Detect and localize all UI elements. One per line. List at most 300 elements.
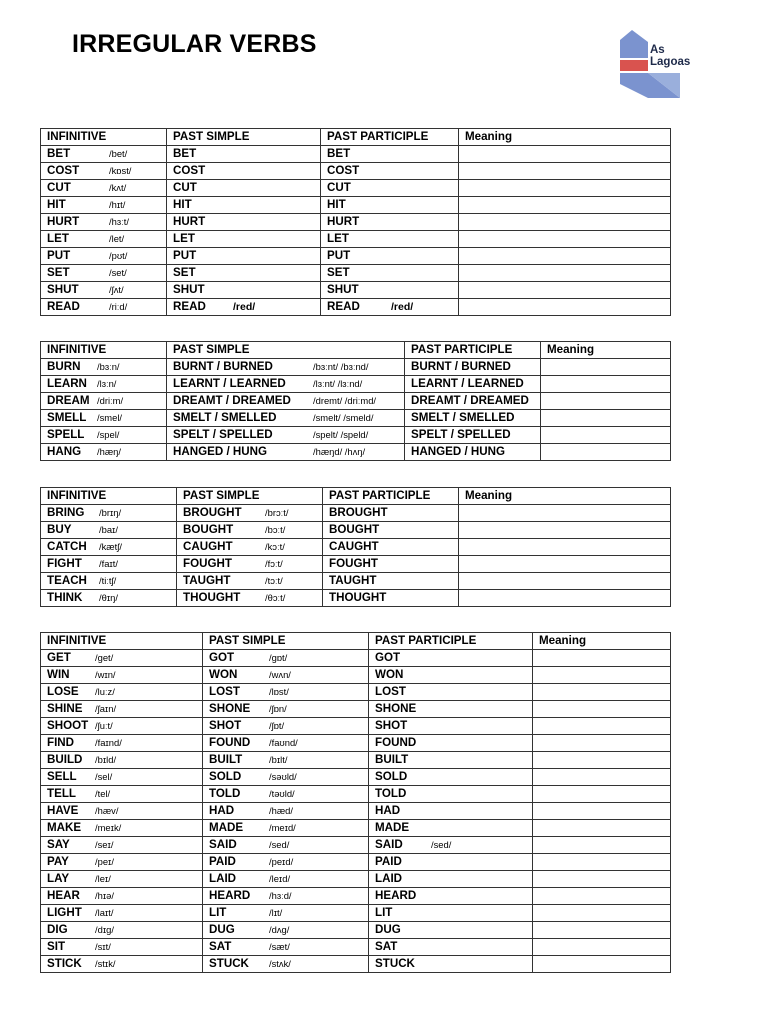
past-simple-phonetic: /hæd/: [269, 805, 293, 816]
past-simple-word: LOST: [209, 685, 240, 698]
past-simple-cell: [167, 376, 405, 393]
table-row: [41, 393, 671, 410]
past-participle-cell: [369, 854, 533, 871]
past-participle-word: SPELT / SPELLED: [411, 428, 511, 441]
past-simple-phonetic: /dremt/ /driːmd/: [313, 395, 377, 406]
past-simple-word: HAD: [209, 804, 235, 817]
infinitive-phonetic: /lɜːn/: [97, 378, 117, 389]
table-row: [41, 539, 671, 556]
infinitive-phonetic: /bɪld/: [95, 754, 117, 765]
infinitive-word: SHUT: [47, 283, 79, 296]
infinitive-word: DREAM: [47, 394, 90, 407]
table-row: [41, 180, 671, 197]
past-simple-phonetic: /lɪt/: [269, 907, 283, 918]
past-simple-cell: [167, 359, 405, 376]
table-row: [41, 410, 671, 427]
past-participle-cell: [321, 282, 459, 299]
past-participle-cell: [369, 956, 533, 973]
infinitive-phonetic: /baɪ/: [99, 524, 118, 535]
table-row: [41, 359, 671, 376]
table-row: [41, 718, 671, 735]
past-simple-cell: [167, 444, 405, 461]
infinitive-phonetic: /spel/: [97, 429, 120, 440]
infinitive-cell: [41, 590, 177, 607]
past-participle-word: READ: [327, 300, 360, 313]
past-simple-word: COST: [173, 164, 206, 177]
past-simple-cell: [203, 701, 369, 718]
past-simple-phonetic: /lɜːnt/ /lɜːnd/: [313, 378, 363, 389]
past-participle-word: SOLD: [375, 770, 408, 783]
past-simple-phonetic: /brɔːt/: [265, 507, 289, 518]
past-participle-cell: [405, 427, 541, 444]
meaning-cell: [459, 163, 671, 180]
infinitive-cell: [41, 556, 177, 573]
meaning-cell: [533, 752, 671, 769]
verb-table-2: [40, 341, 671, 461]
infinitive-phonetic: /ʃʌt/: [109, 284, 124, 295]
verb-table-1: [40, 128, 671, 316]
past-simple-word: SMELT / SMELLED: [173, 411, 277, 424]
past-participle-word: BURNT / BURNED: [411, 360, 511, 373]
meaning-cell: [459, 265, 671, 282]
past-simple-word: TAUGHT: [183, 574, 231, 587]
meaning-cell: [533, 956, 671, 973]
infinitive-cell: [41, 735, 203, 752]
header-infinitive: INFINITIVE: [41, 129, 167, 146]
infinitive-cell: [41, 837, 203, 854]
infinitive-phonetic: /seɪ/: [95, 839, 114, 850]
infinitive-phonetic: /driːm/: [97, 395, 124, 406]
header-infinitive: INFINITIVE: [41, 633, 203, 650]
past-participle-word: PUT: [327, 249, 351, 262]
meaning-cell: [459, 573, 671, 590]
past-participle-word: TAUGHT: [329, 574, 377, 587]
logo-text-line1: As: [650, 44, 665, 56]
past-participle-word: HANGED / HUNG: [411, 445, 506, 458]
past-participle-cell: [405, 444, 541, 461]
infinitive-word: SET: [47, 266, 70, 279]
infinitive-phonetic: /wɪn/: [95, 669, 116, 680]
past-simple-word: TOLD: [209, 787, 241, 800]
past-simple-word: CUT: [173, 181, 197, 194]
infinitive-cell: [41, 667, 203, 684]
infinitive-phonetic: /stɪk/: [95, 958, 116, 969]
infinitive-word: TELL: [47, 787, 76, 800]
meaning-cell: [533, 786, 671, 803]
past-participle-word: SHOT: [375, 719, 408, 732]
infinitive-word: LAY: [47, 872, 70, 885]
infinitive-cell: [41, 444, 167, 461]
table-row: [41, 522, 671, 539]
meaning-cell: [533, 922, 671, 939]
past-participle-cell: [321, 214, 459, 231]
infinitive-word: SHINE: [47, 702, 83, 715]
past-simple-word: DREAMT / DREAMED: [173, 394, 291, 407]
table-row: [41, 667, 671, 684]
past-participle-word: LET: [327, 232, 349, 245]
past-simple-word: SPELT / SPELLED: [173, 428, 273, 441]
past-participle-word: PAID: [375, 855, 402, 868]
header-meaning: Meaning: [459, 488, 671, 505]
past-participle-word: THOUGHT: [329, 591, 387, 604]
infinitive-word: COST: [47, 164, 80, 177]
header-infinitive: INFINITIVE: [41, 488, 177, 505]
header-past-simple: PAST SIMPLE: [203, 633, 369, 650]
past-simple-cell: [167, 282, 321, 299]
table-row: [41, 956, 671, 973]
past-simple-word: HEARD: [209, 889, 251, 902]
meaning-cell: [533, 735, 671, 752]
past-simple-phonetic: /peɪd/: [269, 856, 294, 867]
past-participle-word: HAD: [375, 804, 401, 817]
past-participle-cell: [323, 556, 459, 573]
past-simple-cell: [167, 163, 321, 180]
past-simple-word: PAID: [209, 855, 236, 868]
past-participle-cell: [369, 803, 533, 820]
table-row: [41, 265, 671, 282]
table-row: [41, 905, 671, 922]
past-simple-phonetic: /gɒt/: [269, 652, 288, 663]
past-simple-cell: [203, 667, 369, 684]
infinitive-cell: [41, 146, 167, 163]
past-simple-cell: [167, 299, 321, 316]
infinitive-phonetic: /set/: [109, 267, 127, 278]
infinitive-word: SPELL: [47, 428, 85, 441]
past-participle-cell: [321, 248, 459, 265]
table-row: [41, 248, 671, 265]
infinitive-word: HAVE: [47, 804, 79, 817]
past-simple-word: SAID: [209, 838, 237, 851]
infinitive-word: SAY: [47, 838, 70, 851]
infinitive-word: BUY: [47, 523, 72, 536]
past-simple-cell: [203, 786, 369, 803]
infinitive-phonetic: /faɪt/: [99, 558, 118, 569]
infinitive-cell: [41, 701, 203, 718]
past-simple-word: SHONE: [209, 702, 251, 715]
past-participle-cell: [321, 146, 459, 163]
meaning-cell: [459, 505, 671, 522]
table-row: [41, 752, 671, 769]
infinitive-phonetic: /kɒst/: [109, 165, 132, 176]
past-simple-cell: [203, 939, 369, 956]
header-meaning: Meaning: [541, 342, 671, 359]
table-row: [41, 701, 671, 718]
past-participle-cell: [321, 180, 459, 197]
past-simple-cell: [203, 871, 369, 888]
infinitive-word: WIN: [47, 668, 70, 681]
meaning-cell: [459, 590, 671, 607]
past-participle-cell: [321, 299, 459, 316]
past-participle-cell: [321, 163, 459, 180]
past-participle-cell: [369, 735, 533, 752]
past-simple-cell: [203, 888, 369, 905]
past-simple-cell: [167, 393, 405, 410]
past-simple-cell: [167, 231, 321, 248]
past-participle-cell: [321, 265, 459, 282]
meaning-cell: [533, 888, 671, 905]
past-simple-cell: [203, 684, 369, 701]
infinitive-phonetic: /bɜːn/: [97, 361, 120, 372]
infinitive-word: FIGHT: [47, 557, 82, 570]
past-participle-word: LIT: [375, 906, 393, 919]
past-participle-word: WON: [375, 668, 404, 681]
infinitive-phonetic: /hɜːt/: [109, 216, 129, 227]
infinitive-word: SMELL: [47, 411, 87, 424]
past-simple-word: LIT: [209, 906, 227, 919]
infinitive-cell: [41, 522, 177, 539]
infinitive-word: LEARN: [47, 377, 87, 390]
table-row: [41, 573, 671, 590]
past-simple-word: FOUGHT: [183, 557, 232, 570]
infinitive-cell: [41, 905, 203, 922]
past-participle-word: BET: [327, 147, 351, 160]
past-participle-cell: [369, 820, 533, 837]
table-row: [41, 197, 671, 214]
past-simple-cell: [167, 265, 321, 282]
meaning-cell: [533, 803, 671, 820]
infinitive-phonetic: /pʊt/: [109, 250, 128, 261]
past-simple-cell: [203, 837, 369, 854]
past-simple-phonetic: /səʊld/: [269, 771, 297, 782]
past-participle-word: HEARD: [375, 889, 417, 902]
infinitive-word: PUT: [47, 249, 71, 262]
past-simple-cell: [167, 197, 321, 214]
past-participle-cell: [369, 871, 533, 888]
past-participle-word: LEARNT / LEARNED: [411, 377, 524, 390]
meaning-cell: [541, 427, 671, 444]
meaning-cell: [533, 854, 671, 871]
past-participle-word: FOUGHT: [329, 557, 378, 570]
past-participle-word: SMELT / SMELLED: [411, 411, 515, 424]
infinitive-phonetic: /ʃuːt/: [95, 720, 113, 731]
header-past-simple: PAST SIMPLE: [167, 342, 405, 359]
infinitive-cell: [41, 359, 167, 376]
infinitive-word: GET: [47, 651, 71, 664]
infinitive-cell: [41, 265, 167, 282]
infinitive-cell: [41, 180, 167, 197]
meaning-cell: [533, 684, 671, 701]
infinitive-cell: [41, 854, 203, 871]
past-participle-word: SAID: [375, 838, 403, 851]
header-past-participle: PAST PARTICIPLE: [323, 488, 459, 505]
past-participle-word: HIT: [327, 198, 346, 211]
past-participle-word: BOUGHT: [329, 523, 380, 536]
infinitive-phonetic: /leɪ/: [95, 873, 111, 884]
meaning-cell: [459, 197, 671, 214]
header-past-simple: PAST SIMPLE: [167, 129, 321, 146]
header-past-participle: PAST PARTICIPLE: [321, 129, 459, 146]
past-simple-word: SOLD: [209, 770, 242, 783]
past-participle-word: MADE: [375, 821, 410, 834]
infinitive-word: PAY: [47, 855, 69, 868]
infinitive-cell: [41, 888, 203, 905]
meaning-cell: [533, 667, 671, 684]
header-past-participle: PAST PARTICIPLE: [369, 633, 533, 650]
past-participle-word: GOT: [375, 651, 401, 664]
infinitive-word: SIT: [47, 940, 66, 953]
past-participle-word: SAT: [375, 940, 398, 953]
meaning-cell: [459, 231, 671, 248]
past-simple-word: THOUGHT: [183, 591, 241, 604]
logo-text: [650, 44, 690, 68]
past-simple-word: BET: [173, 147, 197, 160]
infinitive-phonetic: /sɪt/: [95, 941, 111, 952]
past-simple-cell: [203, 752, 369, 769]
infinitive-cell: [41, 393, 167, 410]
past-simple-cell: [203, 905, 369, 922]
table-row: [41, 735, 671, 752]
past-participle-word: LOST: [375, 685, 406, 698]
table-row: [41, 556, 671, 573]
infinitive-word: BET: [47, 147, 71, 160]
infinitive-cell: [41, 752, 203, 769]
past-simple-cell: [177, 539, 323, 556]
past-participle-cell: [369, 888, 533, 905]
past-simple-word: BURNT / BURNED: [173, 360, 273, 373]
infinitive-phonetic: /dɪg/: [95, 924, 114, 935]
past-simple-phonetic: /θɔːt/: [265, 592, 286, 603]
infinitive-cell: [41, 803, 203, 820]
past-simple-word: HURT: [173, 215, 206, 228]
past-participle-cell: [405, 410, 541, 427]
past-simple-cell: [177, 522, 323, 539]
infinitive-word: CUT: [47, 181, 71, 194]
past-simple-phonetic: /sed/: [269, 839, 290, 850]
infinitive-phonetic: /laɪt/: [95, 907, 114, 918]
past-simple-phonetic: /smelt/ /smeld/: [313, 412, 374, 423]
meaning-cell: [459, 180, 671, 197]
past-simple-cell: [177, 573, 323, 590]
past-participle-cell: [369, 939, 533, 956]
past-simple-cell: [167, 214, 321, 231]
past-participle-word: HURT: [327, 215, 360, 228]
past-simple-cell: [177, 556, 323, 573]
infinitive-word: MAKE: [47, 821, 82, 834]
past-simple-word: STUCK: [209, 957, 249, 970]
infinitive-phonetic: /luːz/: [95, 686, 115, 697]
past-simple-cell: [203, 956, 369, 973]
infinitive-cell: [41, 505, 177, 522]
infinitive-cell: [41, 718, 203, 735]
infinitive-cell: [41, 922, 203, 939]
past-participle-phonetic: /red/: [391, 301, 414, 313]
past-simple-cell: [167, 180, 321, 197]
table-row: [41, 505, 671, 522]
header-past-simple: PAST SIMPLE: [177, 488, 323, 505]
infinitive-cell: [41, 820, 203, 837]
past-simple-word: SHOT: [209, 719, 242, 732]
infinitive-word: HEAR: [47, 889, 80, 902]
past-simple-word: DUG: [209, 923, 235, 936]
past-simple-word: SHUT: [173, 283, 205, 296]
past-participle-word: STUCK: [375, 957, 415, 970]
past-simple-cell: [203, 769, 369, 786]
past-simple-word: SET: [173, 266, 196, 279]
meaning-cell: [533, 905, 671, 922]
infinitive-phonetic: /tel/: [95, 788, 111, 799]
infinitive-phonetic: /peɪ/: [95, 856, 114, 867]
meaning-cell: [541, 444, 671, 461]
infinitive-word: HURT: [47, 215, 80, 228]
meaning-cell: [459, 539, 671, 556]
past-simple-phonetic: /wʌn/: [269, 669, 291, 680]
infinitive-cell: [41, 871, 203, 888]
table-row: [41, 939, 671, 956]
past-simple-phonetic: /kɔːt/: [265, 541, 285, 552]
infinitive-cell: [41, 376, 167, 393]
header-meaning: Meaning: [533, 633, 671, 650]
past-participle-word: BUILT: [375, 753, 409, 766]
past-participle-cell: [405, 359, 541, 376]
infinitive-word: DIG: [47, 923, 68, 936]
header-meaning: Meaning: [459, 129, 671, 146]
infinitive-cell: [41, 939, 203, 956]
past-simple-phonetic: /bɪlt/: [269, 754, 288, 765]
past-simple-phonetic: /sæt/: [269, 941, 290, 952]
infinitive-cell: [41, 539, 177, 556]
past-simple-phonetic: /fɔːt/: [265, 558, 283, 569]
infinitive-cell: [41, 650, 203, 667]
infinitive-cell: [41, 573, 177, 590]
past-simple-phonetic: /bɜːnt/ /bɜːnd/: [313, 361, 369, 372]
infinitive-cell: [41, 786, 203, 803]
past-simple-word: BUILT: [209, 753, 243, 766]
past-participle-cell: [369, 905, 533, 922]
past-simple-cell: [167, 410, 405, 427]
infinitive-phonetic: /θɪŋ/: [99, 592, 118, 603]
infinitive-phonetic: /tiːtʃ/: [99, 575, 117, 586]
logo-text-line2: Lagoas: [650, 56, 691, 68]
past-participle-cell: [369, 667, 533, 684]
table-row: [41, 590, 671, 607]
infinitive-phonetic: /hæŋ/: [97, 446, 121, 457]
past-participle-cell: [323, 573, 459, 590]
meaning-cell: [541, 359, 671, 376]
table-row: [41, 820, 671, 837]
past-simple-cell: [203, 735, 369, 752]
infinitive-phonetic: /hɪt/: [109, 199, 126, 210]
past-participle-cell: [405, 393, 541, 410]
past-participle-cell: [405, 376, 541, 393]
infinitive-cell: [41, 427, 167, 444]
past-simple-word: HANGED / HUNG: [173, 445, 268, 458]
table-row: [41, 922, 671, 939]
meaning-cell: [459, 522, 671, 539]
table-row: [41, 444, 671, 461]
past-participle-word: SHONE: [375, 702, 417, 715]
infinitive-word: FIND: [47, 736, 75, 749]
table-row: [41, 376, 671, 393]
infinitive-word: BURN: [47, 360, 81, 373]
past-participle-cell: [369, 684, 533, 701]
past-participle-word: SET: [327, 266, 350, 279]
infinitive-word: TEACH: [47, 574, 87, 587]
infinitive-cell: [41, 163, 167, 180]
past-simple-cell: [167, 248, 321, 265]
past-participle-cell: [323, 505, 459, 522]
past-participle-cell: [369, 786, 533, 803]
past-simple-phonetic: /meɪd/: [269, 822, 296, 833]
past-simple-word: BROUGHT: [183, 506, 242, 519]
past-participle-cell: [369, 752, 533, 769]
past-participle-cell: [321, 197, 459, 214]
infinitive-phonetic: /meɪk/: [95, 822, 122, 833]
infinitive-phonetic: /hæv/: [95, 805, 119, 816]
meaning-cell: [533, 871, 671, 888]
infinitive-word: LET: [47, 232, 69, 245]
past-simple-cell: [203, 922, 369, 939]
table-row: [41, 299, 671, 316]
